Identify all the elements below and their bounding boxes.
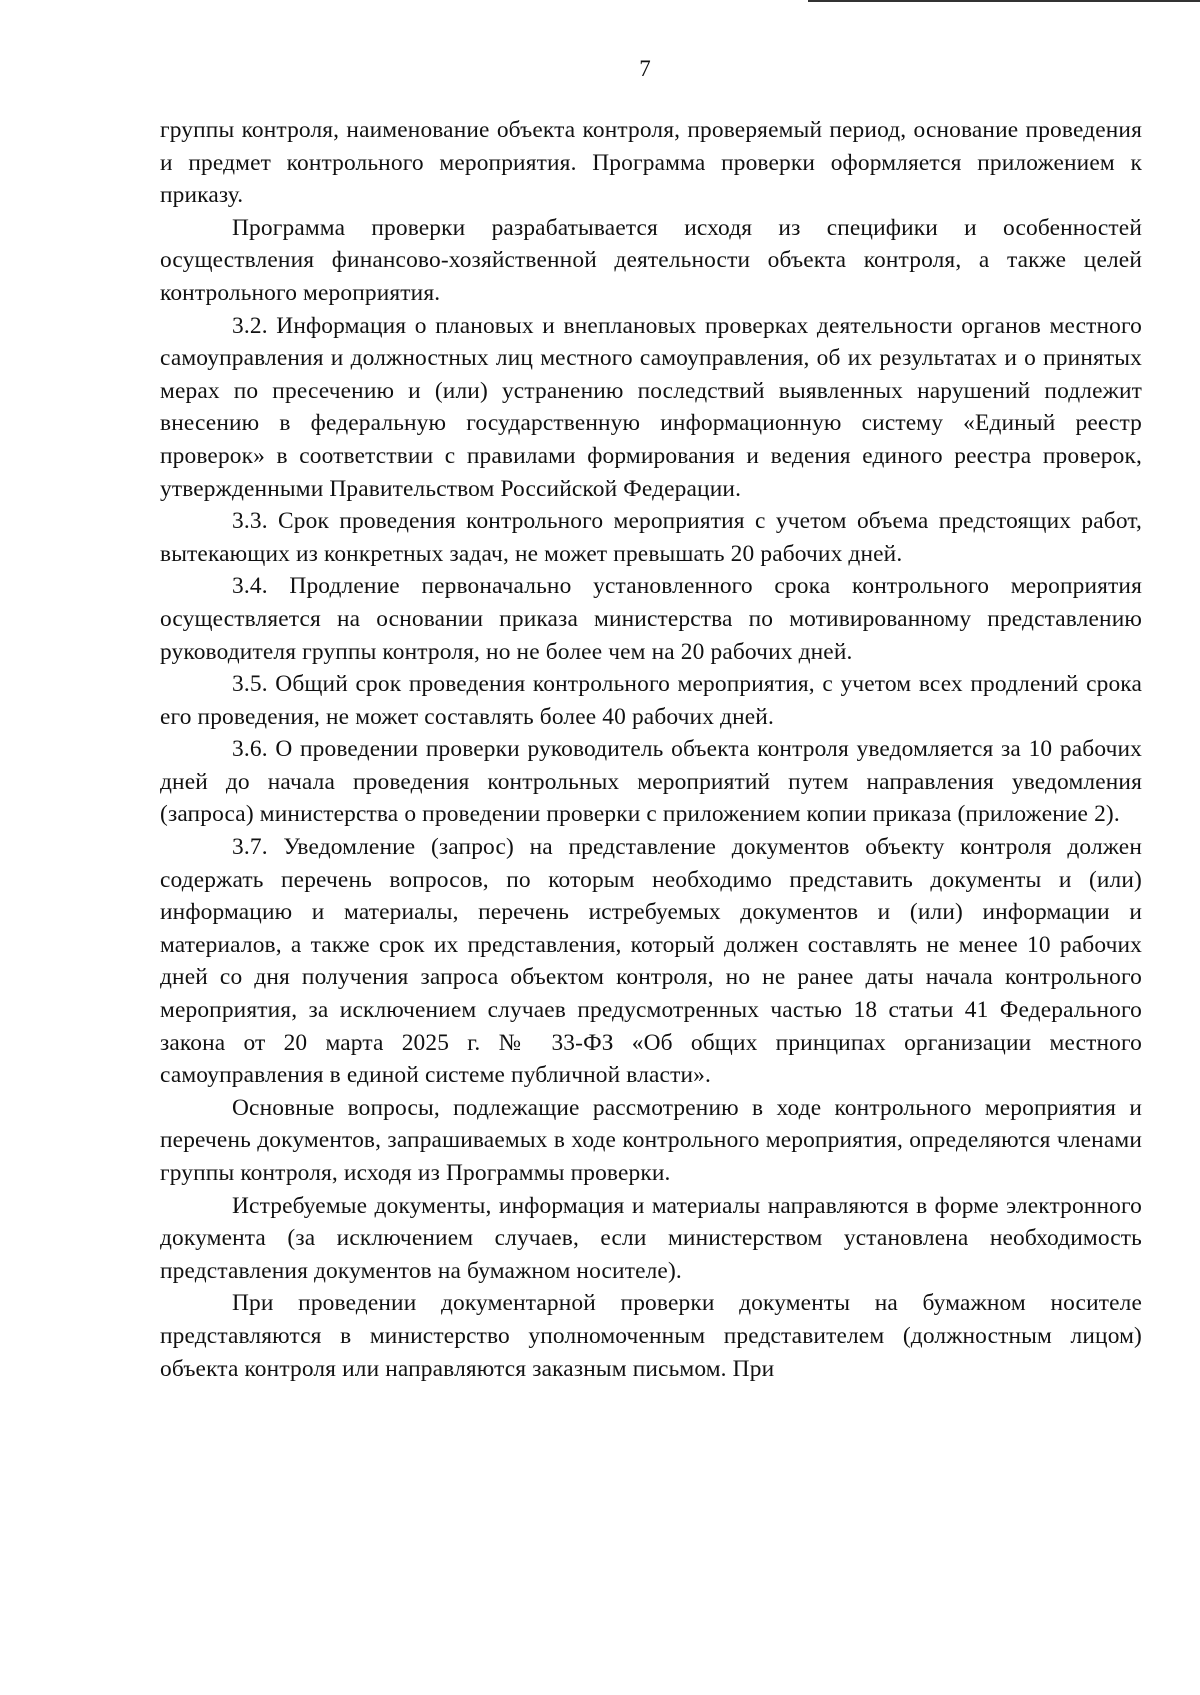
top-rule (808, 0, 1200, 2)
paragraph-main-questions: Основные вопросы, подлежащие рассмотрению в ходе контрольного мероприятия и перечень документов, запрашиваемых в ходе контрольного мероприятия, определяются членами группы контроля, исходя из Программы проверки. (160, 1094, 1142, 1186)
paragraph-3-5: 3.5. Общий срок проведения контрольного мероприятия, с учетом всех продлений срока его проведения, не может составлять более 40 рабочих дней. (160, 671, 1142, 730)
paragraph-3-2: 3.2. Информация о плановых и внеплановых проверках деятельности органов местного самоуправления и должностных лиц местного самоуправления, об их результатах и о принятых мерах по пресечению и (или) устранению последствий выявленных нарушений подлежит внесению в федеральную государственную информационную систему «Единый реестр проверок» в соответствии с правилами формирования и ведения единого реестра проверок, утвержденными Правительством Российской Федерации. (160, 312, 1142, 502)
paragraph-documentary-check: При проведении документарной проверки документы на бумажном носителе представляются в министерство уполномоченным представителем (должностным лицом) объекта контроля или направляются заказным письмом. При (160, 1290, 1142, 1382)
page-body (160, 114, 1142, 1385)
paragraph-3-6: 3.6. О проведении проверки руководитель объекта контроля уведомляется за 10 рабочих дней до начала проведения контрольных мероприятий путем направления уведомления (запроса) министерства о проведении проверки с приложением копии приказа (приложение 2). (160, 736, 1142, 828)
page-number: 7 (639, 56, 651, 81)
paragraph-requested-documents: Истребуемые документы, информация и материалы направляются в форме электронного документа (за исключением случаев, если министерством установлена необходимость представления документов на бумажном носителе). (160, 1192, 1142, 1284)
paragraph-3-4: 3.4. Продление первоначально установленного срока контрольного мероприятия осуществляется на основании приказа министерства по мотивированному представлению руководителя группы контроля, но не более чем на 20 рабочих дней. (160, 573, 1142, 665)
paragraph-continuation: группы контроля, наименование объекта контроля, проверяемый период, основание проведения и предмет контрольного мероприятия. Программа проверки оформляется приложением к приказу. (160, 117, 1142, 209)
paragraph-3-3: 3.3. Срок проведения контрольного мероприятия с учетом объема предстоящих работ, вытекающих из конкретных задач, не может превышать 20 рабочих дней. (160, 508, 1142, 567)
paragraph-program-development: Программа проверки разрабатывается исходя из специфики и особенностей осуществления финансово-хозяйственной деятельности объекта контроля, а также целей контрольного мероприятия. (160, 214, 1142, 306)
paragraph-3-7: 3.7. Уведомление (запрос) на представление документов объекту контроля должен содержать перечень вопросов, по которым необходимо представить документы и (или) информацию и материалы, перечень истребуемых документов и (или) информации и материалов, а также срок их представления, который должен составлять не менее 10 рабочих дней со дня получения запроса объектом контроля, но не ранее даты начала контрольного мероприятия, за исключением случаев предусмотренных частью 18 статьи 41 Федерального закона от 20 марта 2025 г. № 33-ФЗ «Об общих принципах организации местного самоуправления в единой системе публичной власти». (160, 834, 1142, 1089)
